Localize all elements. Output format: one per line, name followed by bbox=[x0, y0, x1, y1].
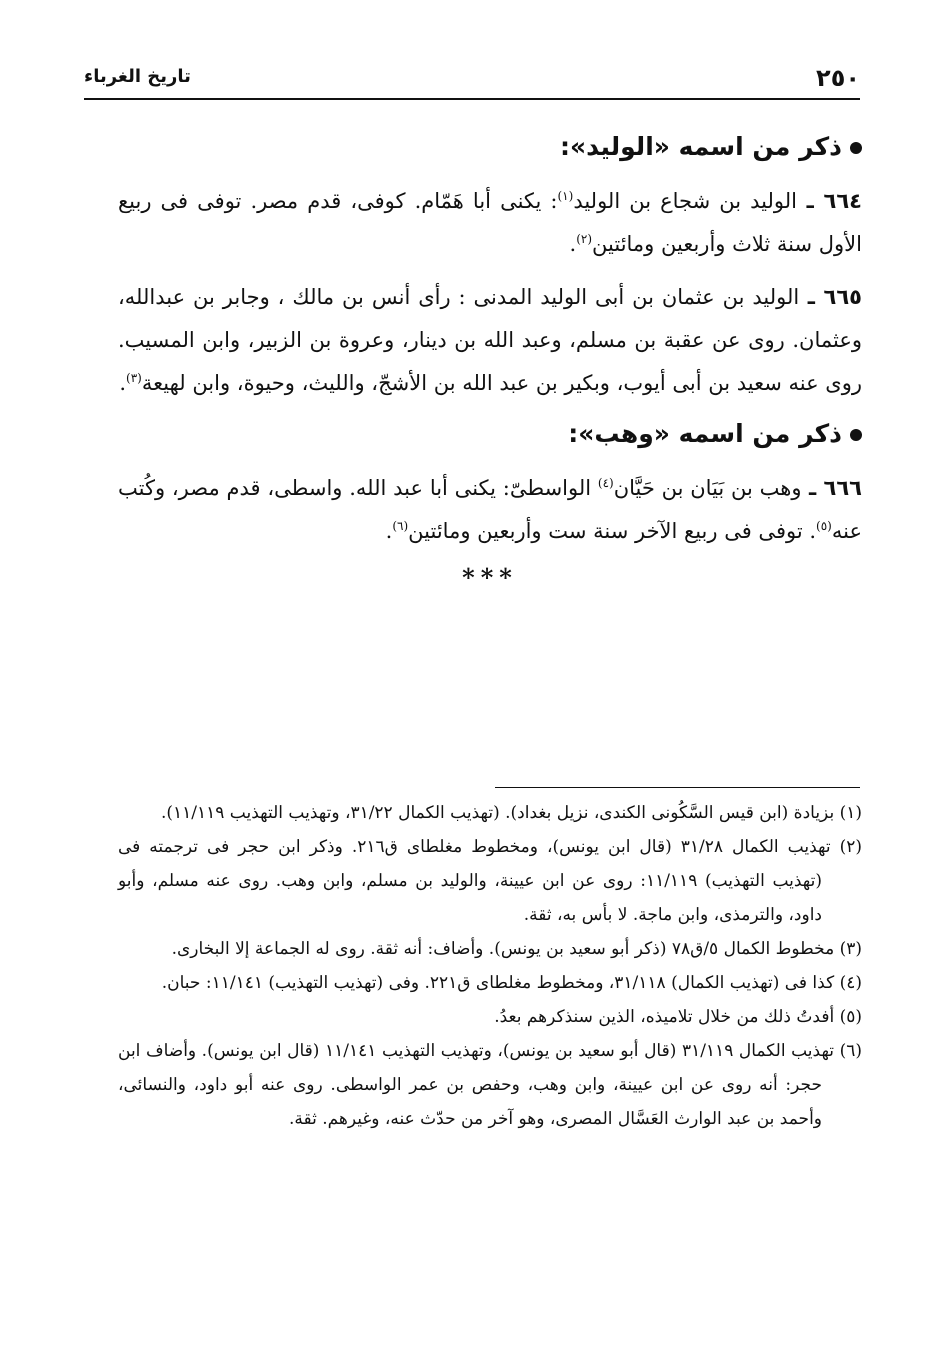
section-heading-text: ذكر من اسمه «وهب»: bbox=[568, 419, 842, 448]
entry-number: ٦٦٦ bbox=[823, 476, 862, 500]
running-title: تاريخ الغرباء bbox=[84, 66, 191, 87]
entry-text: الوليد بن شجاع بن الوليد bbox=[573, 189, 797, 213]
section-heading-text: ذكر من اسمه «الوليد»: bbox=[559, 132, 842, 161]
footnote-ref[interactable]: (٢) bbox=[576, 232, 593, 246]
section-heading-wahb bbox=[118, 415, 862, 453]
footnote-6: (٦) تهذيب الكمال ٣١/١١٩ (قال أبو سعيد بن يونس)، وتهذيب التهذيب ١١/١٤١ (قال ابن يونس). وأضاف ابن حجر: أنه روى عن ابن عيينة، وابن وهب، وحفص بن عمر الواسطى. روى عنه أبو داود، والنسائى، وأحمد بن عبد الوارث العَسَّال المصرى، وهو آخر من حدّث عنه، وغيرهم. ثقة. bbox=[118, 1041, 862, 1129]
entry-text: . توفى فى ربيع الآخر سنة ست وأربعين ومائتين bbox=[408, 519, 817, 543]
page-number: ٢٥٠ bbox=[816, 64, 860, 92]
section-heading-walid bbox=[118, 128, 862, 166]
footnote-divider bbox=[495, 787, 860, 788]
entry-664: ٦٦٤ ـ الوليد بن شجاع بن الوليد$^{(١)}$: يكنى أبا هَمّام. كوفى، قدم مصر. توفى فى ربيع الأول سنة ثلاث وأربعين ومائتين$^{(٢)}$. bbox=[118, 189, 862, 256]
entry-text: : يكنى أبا هَمّام. كوفى، قدم مصر. توفى فى ربيع الأول سنة ثلاث وأربعين ومائتين bbox=[118, 189, 862, 256]
footnote-ref[interactable]: (١) bbox=[557, 189, 574, 203]
footnote-ref[interactable]: (٤) bbox=[597, 476, 614, 490]
footnote-ref[interactable]: (٦) bbox=[392, 519, 409, 533]
entry-text: . bbox=[119, 371, 127, 395]
entry-text: الوليد بن عثمان بن أبى الوليد المدنى : رأى أنس بن مالك ، وجابر بن عبدالله، وعثمان. روى عن عقبة بن مسلم، وعبد الله بن دينار، وعروة بن الزبير، وابن المسيب. روى عنه سعيد بن أبى أيوب، وبكير بن عبد الله بن الأشجّ، والليث، وحيوة، وابن لهيعة bbox=[118, 285, 862, 395]
entry-text: وهب بن بَيَان بن حَيَّان bbox=[613, 476, 802, 500]
section-separator: *** bbox=[462, 563, 518, 592]
entry-665: ٦٦٥ ـ الوليد بن عثمان بن أبى الوليد المدنى : رأى أنس بن مالك ، وجابر بن عبدالله، وعثمان. روى عن عقبة بن مسلم، وعبد الله بن دينار، وعروة بن الزبير، وابن المسيب. روى عنه سعيد بن أبى أيوب، وبكير بن عبد الله بن الأشجّ، والليث، وحيوة، وابن لهيعة$^{(٣)}$. bbox=[118, 285, 862, 395]
entry-666: ٦٦٦ ـ وهب بن بَيَان بن حَيَّان$^{(٤)}$ الواسطىّ: يكنى أبا عبد الله. واسطى، قدم مصر، وكُتب عنه$^{(٥)}$. توفى فى ربيع الآخر سنة ست وأربعين ومائتين$^{(٦)}$. bbox=[118, 476, 862, 543]
footnote-2: (٢) تهذيب الكمال ٣١/٢٨ (قال ابن يونس)، ومخطوط مغلطاى ق٢١٦. وذكر ابن حجر فى ترجمته فى (تهذيب التهذيب) ١١/١١٩: روى عن ابن عيينة، والوليد بن مسلم، وابن وهب. روى عنه مسلم، وأبو داود، والترمذى، وابن ماجة. لا بأس به، ثقة. bbox=[118, 837, 862, 925]
bullet-icon bbox=[850, 429, 862, 441]
footnote-3: (٣) مخطوط الكمال ٥/ق٧٨ (ذكر أبو سعيد بن يونس). وأضاف: أنه ثقة. روى له الجماعة إلا البخارى. bbox=[171, 939, 862, 959]
bullet-icon bbox=[850, 142, 862, 154]
footnote-1: (١) بزيادة (ابن قيس السَّكُونى الكندى، نزيل بغداد). (تهذيب الكمال ٣١/٢٢، وتهذيب التهذيب ١١/١١٩). bbox=[160, 803, 862, 823]
footnote-ref[interactable]: (٥) bbox=[816, 519, 832, 533]
entry-text: . bbox=[569, 232, 577, 256]
entry-number: ٦٦٤ bbox=[823, 189, 862, 213]
footnote-ref[interactable]: (٣) bbox=[126, 371, 142, 385]
footnote-4: (٤) كذا فى (تهذيب الكمال) ٣١/١١٨، ومخطوط مغلطاى ق٢٢١. وفى (تهذيب التهذيب) ١١/١٤١: حبان. bbox=[161, 973, 862, 993]
entry-text: . bbox=[385, 519, 393, 543]
footnote-5: (٥) أفدتُ ذلك من خلال تلاميذه، الذين سنذكرهم بعدُ. bbox=[494, 1007, 862, 1027]
main-text bbox=[118, 118, 862, 592]
page-header bbox=[84, 62, 860, 100]
footnotes bbox=[118, 796, 862, 1136]
entry-number: ٦٦٥ bbox=[823, 285, 862, 309]
entry-text: الواسطىّ: يكنى أبا عبد الله. واسطى، قدم مصر، وكُتب عنه bbox=[118, 476, 862, 543]
